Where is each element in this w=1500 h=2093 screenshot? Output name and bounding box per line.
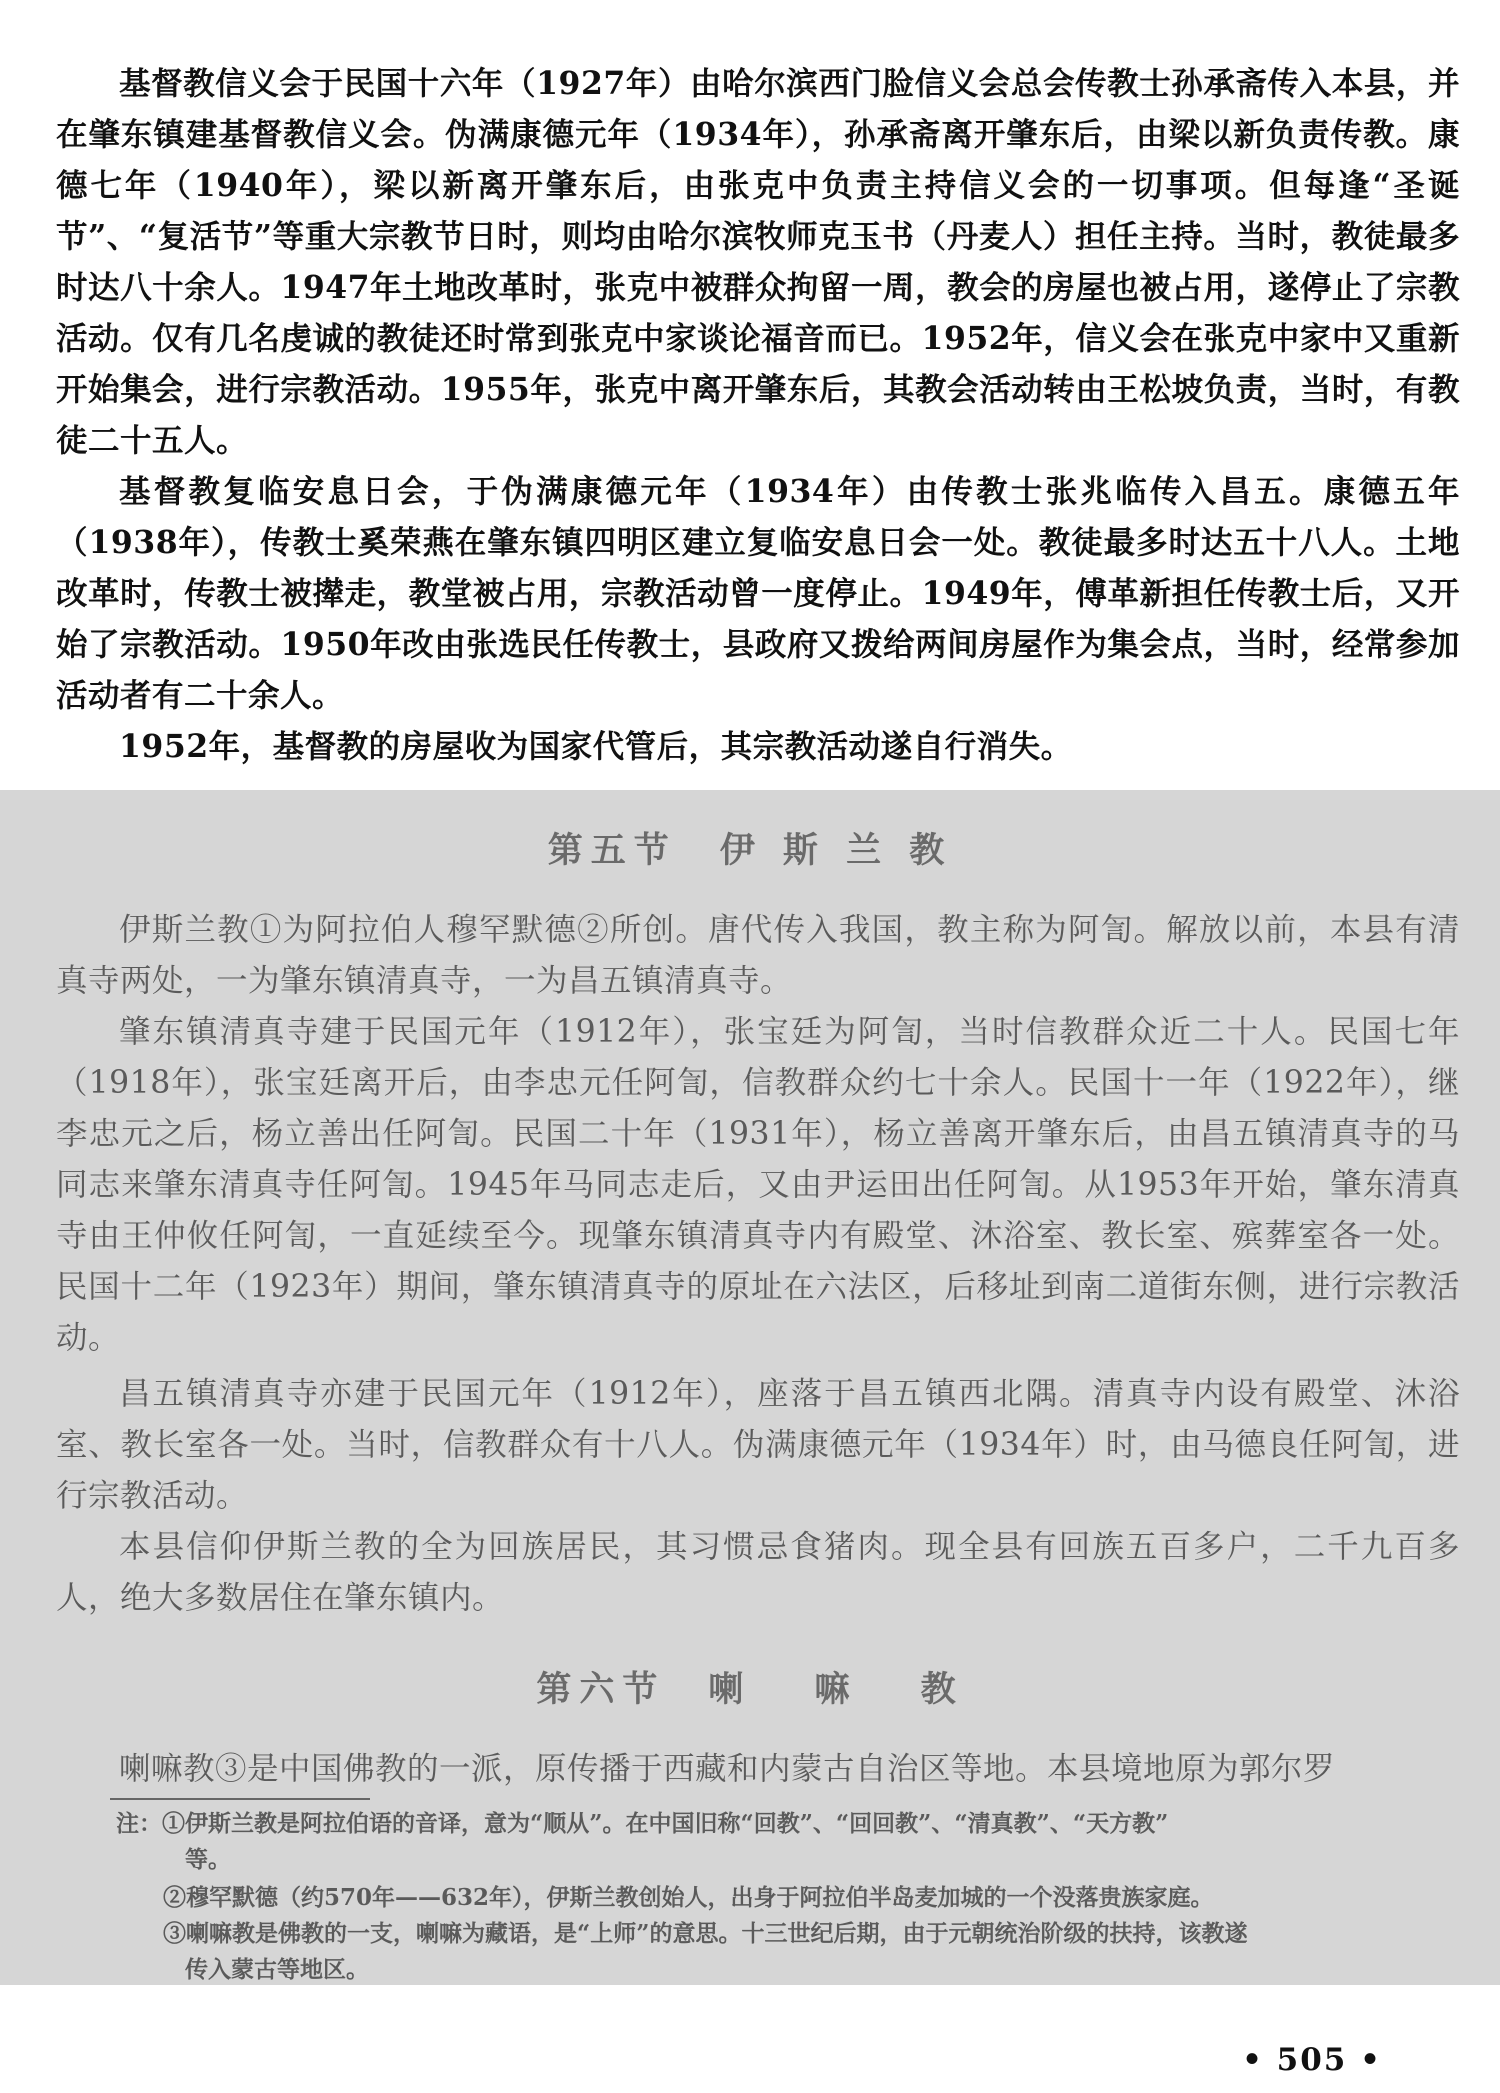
paragraph-hui-population: 本县信仰伊斯兰教的全为回族居民，其习惯忌食猪肉。现全县有回族五百多户，二千九百多人，绝大多数居住在肇东镇内。 (56, 1529, 1460, 1616)
footnote-3-line1: ③喇嘛教是佛教的一支，喇嘛为藏语，是“上师”的意思。十三世纪后期，由于元朝统治阶级的扶持，该教遂 (163, 1920, 1248, 1947)
paragraph-adventist: 基督教复临安息日会，于伪满康德元年（1934年）由传教士张兆临传入昌五。康德五年（1938年），传教士奚荣燕在肇东镇四明区建立复临安息日会一处。教徒最多时达五十八人。土地改革时，传教士被撵走，教堂被占用，宗教活动曾一度停止。1949年，傅革新担任传教士后，又开始了宗教活动。1950年改由张选民任传教士，县政府又拨给两间房屋作为集会点，当时，经常参加活动者有二十余人。 (56, 473, 1460, 714)
paragraph-islam-intro: 伊斯兰教①为阿拉伯人穆罕默德②所创。唐代传入我国，教主称为阿訇。解放以前，本县有清真寺两处，一为肇东镇清真寺，一为昌五镇清真寺。 (56, 912, 1460, 999)
footnote-3-line2: 传入蒙古等地区。 (185, 1956, 369, 1983)
christian-section (0, 0, 1500, 790)
paragraph-christian-end: 1952年，基督教的房屋收为国家代管后，其宗教活动遂自行消失。 (119, 728, 1073, 765)
section-heading-islam: 第五节 伊 斯 兰 教 (547, 830, 953, 871)
paragraph-lama-intro: 喇嘛教③是中国佛教的一派，原传播于西藏和内蒙古自治区等地。本县境地原为郭尔罗 (119, 1751, 1336, 1787)
section-heading-lama: 第六节 喇 嘛 教 (536, 1669, 964, 1710)
footnote-divider (110, 1798, 370, 1800)
paragraph-changwu-mosque: 昌五镇清真寺亦建于民国元年（1912年），座落于昌五镇西北隅。清真寺内设有殿堂、沐浴室、教长室各一处。当时，信教群众有十八人。伪满康德元年（1934年）时，由马德良任阿訇，进行宗教活动。 (56, 1376, 1460, 1514)
paragraph-zhaodong-mosque: 肇东镇清真寺建于民国元年（1912年），张宝廷为阿訇，当时信教群众近二十人。民国七年（1918年），张宝廷离开后，由李忠元任阿訇，信教群众约七十余人。民国十一年（1922年），继李忠元之后，杨立善出任阿訇。民国二十年（1931年），杨立善离开肇东后，由昌五镇清真寺的马同志来肇东清真寺任阿訇。1945年马同志走后，又由尹运田出任阿訇。从1953年开始，肇东清真寺由王仲攸任阿訇，一直延续至今。现肇东镇清真寺内有殿堂、沐浴室、教长室、殡葬室各一处。民国十二年（1923年）期间，肇东镇清真寺的原址在六法区，后移址到南二道街东侧，进行宗教活动。 (56, 1014, 1460, 1356)
page-number: • 505 • (1242, 2042, 1382, 2078)
footnote-1-line1: 注：①伊斯兰教是阿拉伯语的音译，意为“顺从”。在中国旧称“回教”、“回回教”、“清真教”、“天方教” (116, 1810, 1169, 1837)
footnote-2: ②穆罕默德（约570年——632年），伊斯兰教创始人，出身于阿拉伯半岛麦加城的一个没落贵族家庭。 (163, 1884, 1214, 1911)
footnote-1-line2: 等。 (185, 1846, 231, 1873)
paragraph-lutheran: 基督教信义会于民国十六年（1927年）由哈尔滨西门脸信义会总会传教士孙承斋传入本县，并在肇东镇建基督教信义会。伪满康德元年（1934年），孙承斋离开肇东后，由梁以新负责传教。康德七年（1940年），梁以新离开肇东后，由张克中负责主持信义会的一切事项。但每逢“圣诞节”、“复活节”等重大宗教节日时，则均由哈尔滨牧师克玉书（丹麦人）担任主持。当时，教徒最多时达八十余人。1947年土地改革时，张克中被群众拘留一周，教会的房屋也被占用，遂停止了宗教活动。仅有几名虔诚的教徒还时常到张克中家谈论福音而已。1952年，信义会在张克中家中又重新开始集会，进行宗教活动。1955年，张克中离开肇东后，其教会活动转由王松坡负责，当时，有教徒二十五人。 (56, 65, 1460, 459)
